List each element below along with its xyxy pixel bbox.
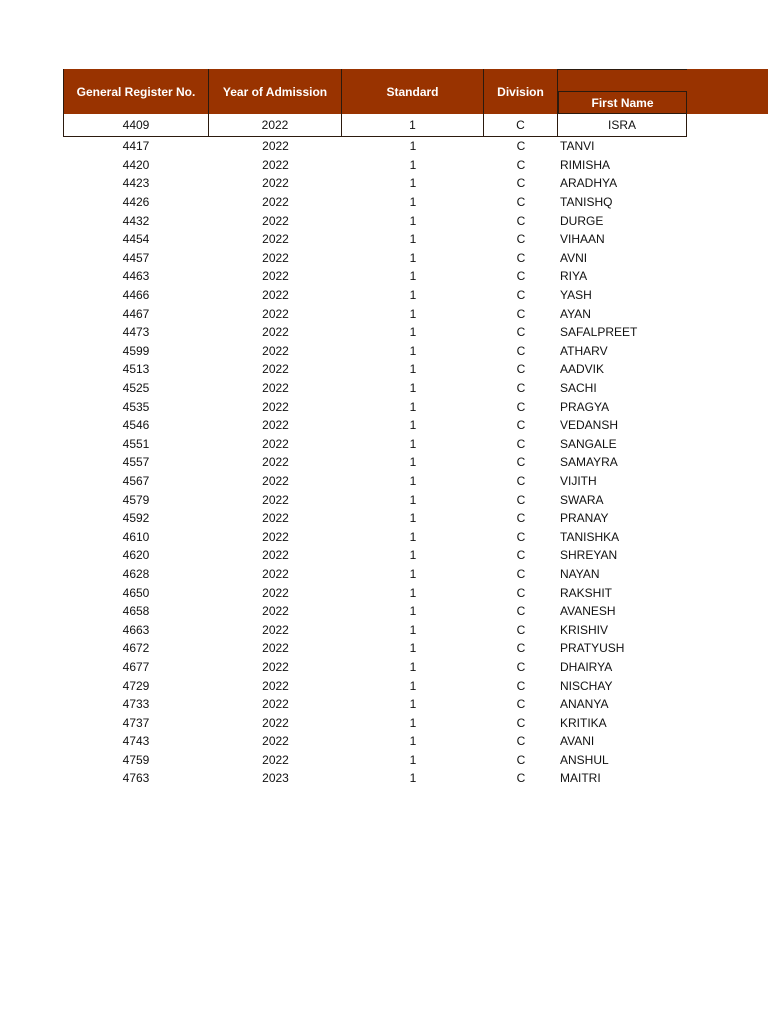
first-name-cell[interactable]: NAYAN <box>560 566 600 581</box>
table-row[interactable] <box>63 732 768 751</box>
division-cell[interactable]: C <box>516 752 526 767</box>
register-no-cell[interactable]: 4546 <box>122 418 150 433</box>
division-cell[interactable]: C <box>516 697 526 712</box>
table-row[interactable] <box>63 174 768 193</box>
year-cell[interactable]: 2022 <box>262 176 289 191</box>
standard-cell[interactable]: 1 <box>409 436 417 451</box>
first-name-cell[interactable]: ATHARV <box>560 343 608 358</box>
year-cell[interactable]: 2022 <box>262 715 289 730</box>
first-name-cell[interactable]: ARADHYA <box>560 176 618 191</box>
register-no-cell[interactable]: 4759 <box>122 752 150 767</box>
table-row[interactable] <box>63 602 768 621</box>
table-row[interactable] <box>63 751 768 770</box>
column-header-register-no[interactable]: General Register No. <box>63 69 209 114</box>
year-cell[interactable]: 2022 <box>262 473 289 488</box>
standard-cell[interactable]: 1 <box>409 585 417 600</box>
standard-cell[interactable]: 1 <box>409 641 417 656</box>
register-no-cell[interactable]: 4457 <box>122 250 150 265</box>
standard-cell[interactable]: 1 <box>409 288 417 303</box>
year-cell[interactable]: 2022 <box>262 548 289 563</box>
table-row[interactable] <box>63 304 768 323</box>
first-name-cell[interactable]: PRAGYA <box>560 399 610 414</box>
table-row[interactable] <box>63 490 768 509</box>
year-cell[interactable]: 2022 <box>262 678 289 693</box>
table-row[interactable] <box>63 769 768 788</box>
first-name-cell[interactable]: AVANI <box>560 734 595 749</box>
division-cell[interactable]: C <box>516 659 526 674</box>
table-row[interactable] <box>63 676 768 695</box>
table-row[interactable] <box>63 509 768 528</box>
year-cell[interactable]: 2022 <box>262 195 289 210</box>
first-name-cell[interactable]: KRITIKA <box>560 715 607 730</box>
division-cell[interactable]: C <box>516 418 526 433</box>
standard-cell[interactable]: 1 <box>409 213 417 228</box>
first-name-cell[interactable]: KRISHIV <box>560 622 609 637</box>
table-row[interactable] <box>63 230 768 249</box>
standard-cell[interactable]: 1 <box>409 232 417 247</box>
division-cell[interactable]: C <box>516 529 526 544</box>
table-row[interactable] <box>63 416 768 435</box>
division-cell[interactable]: C <box>516 381 526 396</box>
register-no-cell[interactable]: 4737 <box>122 715 150 730</box>
standard-cell[interactable]: 1 <box>409 771 417 786</box>
register-no-cell[interactable]: 4473 <box>122 325 150 340</box>
table-row[interactable] <box>63 342 768 361</box>
table-row[interactable] <box>63 249 768 268</box>
division-cell[interactable]: C <box>516 734 526 749</box>
division-cell[interactable]: C <box>516 548 526 563</box>
year-cell[interactable]: 2022 <box>262 436 289 451</box>
register-no-cell[interactable]: 4672 <box>122 641 150 656</box>
standard-cell[interactable]: 1 <box>409 734 417 749</box>
first-name-cell[interactable]: TANVI <box>560 139 595 154</box>
register-no-cell[interactable]: 4599 <box>122 343 150 358</box>
standard-cell[interactable]: 1 <box>409 176 417 191</box>
year-cell[interactable]: 2022 <box>262 585 289 600</box>
table-row[interactable] <box>63 211 768 230</box>
table-row-selected[interactable] <box>63 114 768 137</box>
first-name-cell[interactable]: SHREYAN <box>560 548 618 563</box>
table-row[interactable] <box>63 713 768 732</box>
division-cell[interactable]: C <box>516 678 526 693</box>
table-row[interactable] <box>63 156 768 175</box>
standard-cell[interactable]: 1 <box>409 325 417 340</box>
year-cell[interactable]: 2022 <box>262 269 289 284</box>
register-no-cell[interactable]: 4733 <box>122 697 150 712</box>
year-cell[interactable]: 2022 <box>262 511 289 526</box>
division-cell[interactable]: C <box>516 585 526 600</box>
register-no-cell[interactable]: 4467 <box>122 306 150 321</box>
table-row[interactable] <box>63 435 768 454</box>
standard-cell[interactable]: 1 <box>409 622 417 637</box>
year-cell[interactable]: 2022 <box>262 325 289 340</box>
table-row[interactable] <box>63 360 768 379</box>
year-cell[interactable]: 2022 <box>262 455 289 470</box>
register-no-cell[interactable]: 4557 <box>122 455 150 470</box>
year-cell[interactable]: 2022 <box>262 381 289 396</box>
division-cell[interactable]: C <box>516 771 526 786</box>
year-cell[interactable]: 2022 <box>262 399 289 414</box>
division-cell[interactable]: C <box>516 288 526 303</box>
standard-cell[interactable]: 1 <box>409 752 417 767</box>
table-row[interactable] <box>63 527 768 546</box>
first-name-cell[interactable]: RIMISHA <box>560 157 611 172</box>
standard-cell[interactable]: 1 <box>409 529 417 544</box>
year-cell[interactable]: 2022 <box>262 659 289 674</box>
register-no-cell[interactable]: 4513 <box>122 362 150 377</box>
first-name-cell[interactable]: SACHI <box>560 381 597 396</box>
register-no-cell[interactable]: 4763 <box>122 771 150 786</box>
register-no-cell[interactable]: 4743 <box>122 734 150 749</box>
first-name-cell[interactable]: AADVIK <box>560 362 605 377</box>
register-no-cell[interactable]: 4567 <box>122 473 150 488</box>
year-cell[interactable]: 2022 <box>262 492 289 507</box>
register-no-cell[interactable]: 4420 <box>122 157 150 172</box>
division-cell[interactable]: C <box>516 641 526 656</box>
year-cell[interactable]: 2022 <box>262 752 289 767</box>
table-row[interactable] <box>63 267 768 286</box>
first-name-cell[interactable]: PRANAY <box>560 511 609 526</box>
division-cell[interactable]: C <box>516 195 526 210</box>
standard-cell[interactable]: 1 <box>409 343 417 358</box>
division-cell[interactable]: C <box>516 399 526 414</box>
first-name-cell[interactable]: MAITRI <box>560 771 601 786</box>
standard-cell[interactable]: 1 <box>409 418 417 433</box>
table-row[interactable] <box>63 379 768 398</box>
standard-cell[interactable]: 1 <box>409 306 417 321</box>
division-cell[interactable]: C <box>516 715 526 730</box>
register-no-cell[interactable]: 4466 <box>122 288 150 303</box>
student-register-table <box>63 69 768 788</box>
division-cell[interactable]: C <box>516 176 526 191</box>
table-row[interactable] <box>63 453 768 472</box>
register-no-cell[interactable]: 4579 <box>122 492 150 507</box>
standard-cell[interactable]: 1 <box>409 659 417 674</box>
division-cell[interactable]: C <box>484 114 558 137</box>
standard-cell[interactable]: 1 <box>409 362 417 377</box>
standard-cell[interactable]: 1 <box>409 455 417 470</box>
first-name-cell[interactable]: AYAN <box>560 306 591 321</box>
column-header-first-name[interactable]: First Name <box>558 91 687 114</box>
table-row[interactable] <box>63 639 768 658</box>
year-cell[interactable]: 2022 <box>262 232 289 247</box>
standard-cell[interactable]: 1 <box>409 269 417 284</box>
first-name-cell[interactable]: VIJITH <box>560 473 597 488</box>
year-cell[interactable]: 2022 <box>262 362 289 377</box>
first-name-cell[interactable]: DHAIRYA <box>560 659 613 674</box>
table-row[interactable] <box>63 472 768 491</box>
first-name-cell[interactable]: SAFALPREET <box>560 325 638 340</box>
column-header-year[interactable]: Year of Admission <box>209 69 342 114</box>
year-cell[interactable]: 2022 <box>262 418 289 433</box>
standard-cell[interactable]: 1 <box>409 548 417 563</box>
standard-cell[interactable]: 1 <box>409 473 417 488</box>
first-name-cell[interactable]: VEDANSH <box>560 418 619 433</box>
register-no-cell[interactable]: 4426 <box>122 195 150 210</box>
division-cell[interactable]: C <box>516 343 526 358</box>
standard-cell[interactable]: 1 <box>409 157 417 172</box>
year-cell[interactable]: 2022 <box>262 250 289 265</box>
division-cell[interactable]: C <box>516 436 526 451</box>
table-body <box>63 114 768 788</box>
register-no-cell[interactable]: 4650 <box>122 585 150 600</box>
division-cell[interactable]: C <box>516 157 526 172</box>
table-row[interactable] <box>63 565 768 584</box>
first-name-cell[interactable]: YASH <box>560 288 592 303</box>
division-cell[interactable]: C <box>516 511 526 526</box>
table-header <box>63 69 768 114</box>
register-no-cell[interactable]: 4663 <box>122 622 150 637</box>
table-row[interactable] <box>63 286 768 305</box>
table-row[interactable] <box>63 323 768 342</box>
register-no-cell[interactable]: 4417 <box>122 139 150 154</box>
year-cell[interactable]: 2022 <box>262 604 289 619</box>
register-no-cell[interactable]: 4729 <box>122 678 150 693</box>
first-name-cell[interactable]: SWARA <box>560 492 604 507</box>
table-row[interactable] <box>63 546 768 565</box>
year-cell[interactable]: 2022 <box>262 306 289 321</box>
first-name-cell[interactable]: ANANYA <box>560 697 609 712</box>
division-cell[interactable]: C <box>516 269 526 284</box>
first-name-cell[interactable]: TANISHQ <box>560 195 613 210</box>
first-name-cell[interactable]: AVNI <box>560 250 588 265</box>
year-cell[interactable]: 2022 <box>262 288 289 303</box>
register-no-cell[interactable]: 4535 <box>122 399 150 414</box>
division-cell[interactable]: C <box>516 622 526 637</box>
division-cell[interactable]: C <box>516 325 526 340</box>
table-row[interactable] <box>63 583 768 602</box>
first-name-cell[interactable]: RIYA <box>560 269 588 284</box>
table-row[interactable] <box>63 620 768 639</box>
table-row[interactable] <box>63 397 768 416</box>
first-name-cell[interactable]: SAMAYRA <box>560 455 618 470</box>
standard-cell[interactable]: 1 <box>409 604 417 619</box>
column-header-standard[interactable]: Standard <box>342 69 484 114</box>
first-name-cell[interactable]: DURGE <box>560 213 604 228</box>
year-cell[interactable]: 2022 <box>262 641 289 656</box>
standard-cell[interactable]: 1 <box>409 399 417 414</box>
division-cell[interactable]: C <box>516 455 526 470</box>
register-no-cell[interactable]: 4409 <box>63 114 209 137</box>
year-cell[interactable]: 2022 <box>262 157 289 172</box>
division-cell[interactable]: C <box>516 139 526 154</box>
year-cell[interactable]: 2022 <box>262 139 289 154</box>
register-no-cell[interactable]: 4463 <box>122 269 150 284</box>
register-no-cell[interactable]: 4628 <box>122 566 150 581</box>
standard-cell[interactable]: 1 <box>409 697 417 712</box>
first-name-cell[interactable]: RAKSHIT <box>560 585 613 600</box>
division-cell[interactable]: C <box>516 306 526 321</box>
division-cell[interactable]: C <box>516 250 526 265</box>
division-cell[interactable]: C <box>516 213 526 228</box>
register-no-cell[interactable]: 4610 <box>122 529 150 544</box>
column-header-spacer <box>558 69 687 91</box>
standard-cell[interactable]: 1 <box>409 381 417 396</box>
first-name-cell[interactable]: ANSHUL <box>560 752 609 767</box>
table-row[interactable] <box>63 658 768 677</box>
division-cell[interactable]: C <box>516 492 526 507</box>
division-cell[interactable]: C <box>516 362 526 377</box>
column-header-division[interactable]: Division <box>484 69 558 114</box>
first-name-cell[interactable]: TANISHKA <box>560 529 620 544</box>
division-cell[interactable]: C <box>516 473 526 488</box>
standard-cell[interactable]: 1 <box>409 250 417 265</box>
standard-cell[interactable]: 1 <box>409 715 417 730</box>
standard-cell[interactable]: 1 <box>409 195 417 210</box>
register-no-cell[interactable]: 4551 <box>122 436 150 451</box>
standard-cell[interactable]: 1 <box>409 492 417 507</box>
year-cell[interactable]: 2022 <box>262 213 289 228</box>
standard-cell[interactable]: 1 <box>409 511 417 526</box>
first-name-cell[interactable]: VIHAAN <box>560 232 605 247</box>
year-cell[interactable]: 2022 <box>262 697 289 712</box>
year-cell[interactable]: 2022 <box>209 114 342 137</box>
division-cell[interactable]: C <box>516 232 526 247</box>
standard-cell[interactable]: 1 <box>342 114 484 137</box>
standard-cell[interactable]: 1 <box>409 566 417 581</box>
register-no-cell[interactable]: 4677 <box>122 659 150 674</box>
register-no-cell[interactable]: 4620 <box>122 548 150 563</box>
year-cell[interactable]: 2022 <box>262 343 289 358</box>
table-row[interactable] <box>63 137 768 156</box>
standard-cell[interactable]: 1 <box>409 678 417 693</box>
first-name-cell[interactable]: PRATYUSH <box>560 641 625 656</box>
table-row[interactable] <box>63 695 768 714</box>
standard-cell[interactable]: 1 <box>409 139 417 154</box>
register-no-cell[interactable]: 4454 <box>122 232 150 247</box>
register-no-cell[interactable]: 4432 <box>122 213 150 228</box>
first-name-cell[interactable]: SANGALE <box>560 436 617 451</box>
first-name-cell[interactable]: NISCHAY <box>560 678 613 693</box>
register-no-cell[interactable]: 4592 <box>122 511 150 526</box>
register-no-cell[interactable]: 4423 <box>122 176 150 191</box>
year-cell[interactable]: 2022 <box>262 622 289 637</box>
register-no-cell[interactable]: 4525 <box>122 381 150 396</box>
first-name-cell[interactable]: ISRA <box>558 114 687 137</box>
year-cell[interactable]: 2022 <box>262 566 289 581</box>
first-name-cell[interactable]: AVANESH <box>560 604 616 619</box>
year-cell[interactable]: 2023 <box>262 771 289 786</box>
year-cell[interactable]: 2022 <box>262 734 289 749</box>
division-cell[interactable]: C <box>516 604 526 619</box>
table-row[interactable] <box>63 193 768 212</box>
year-cell[interactable]: 2022 <box>262 529 289 544</box>
register-no-cell[interactable]: 4658 <box>122 604 150 619</box>
division-cell[interactable]: C <box>516 566 526 581</box>
